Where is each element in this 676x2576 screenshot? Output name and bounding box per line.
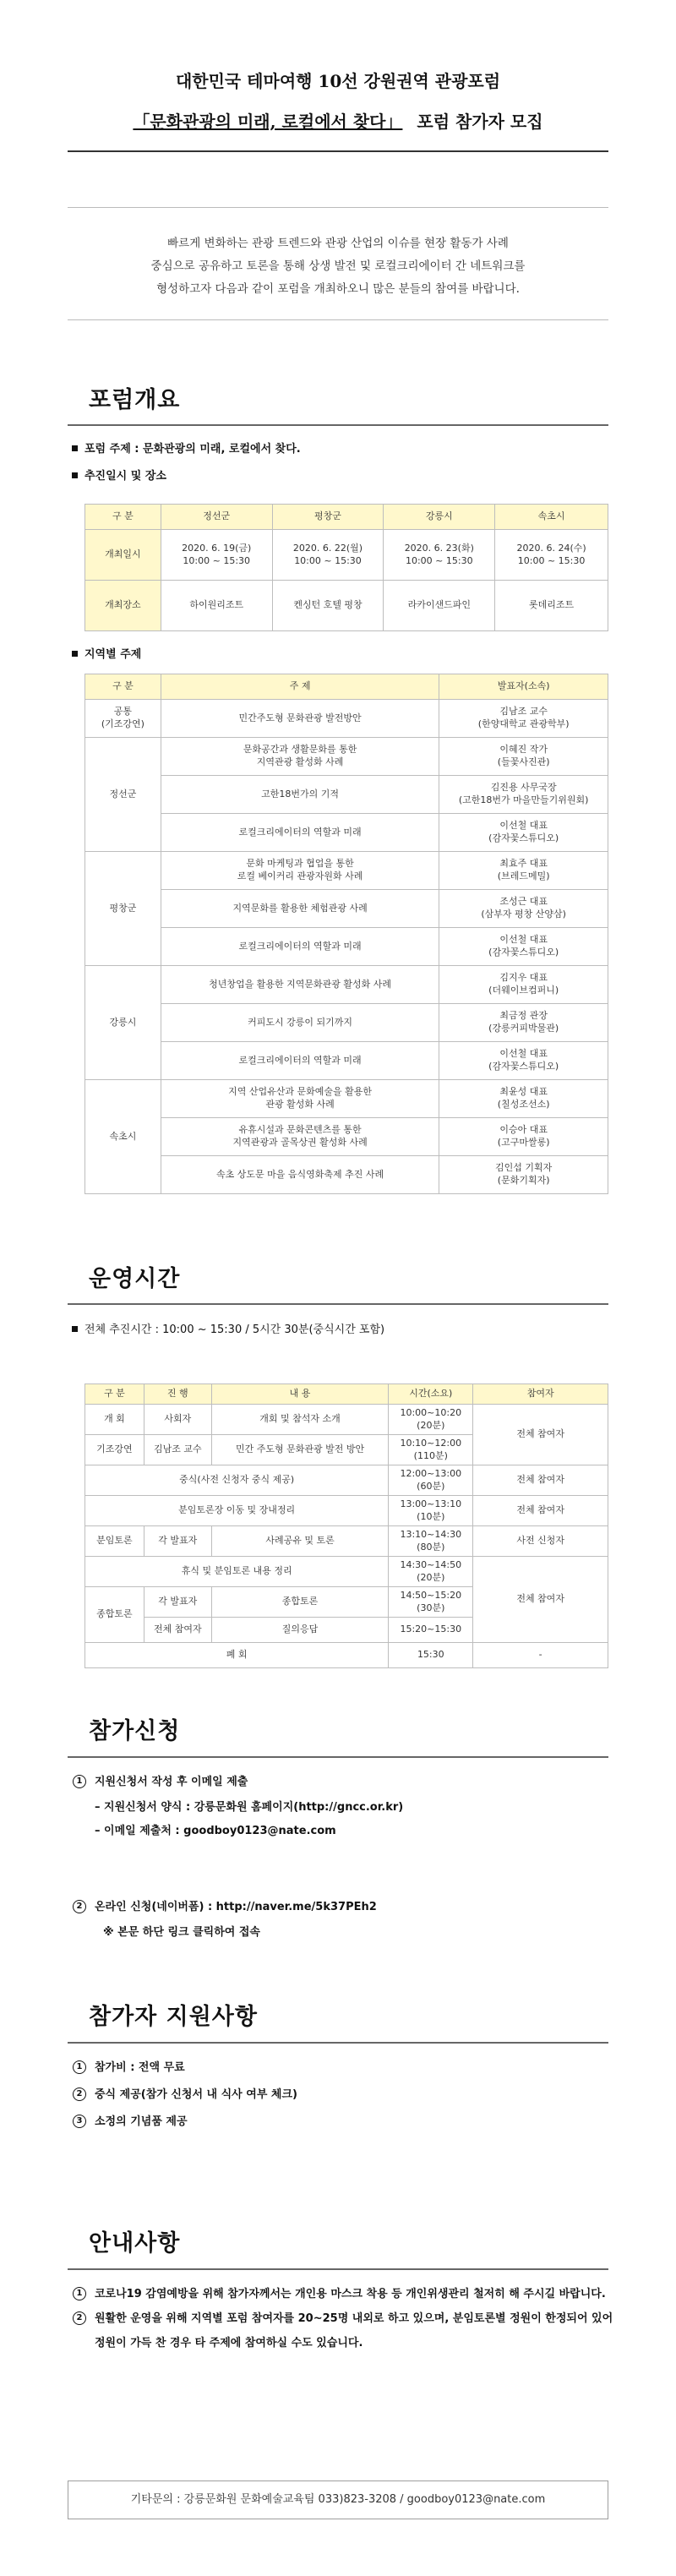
- square-bullet-icon: [72, 445, 78, 451]
- topic-cell: 속초 상도문 마을 음식영화축제 추진 사례: [161, 1156, 439, 1194]
- notice-text: 코로나19 감염예방을 위해 참가자께서는 개인용 마스크 착용 등 개인위생관리 철저히 해 주시길 바랍니다.: [95, 2288, 606, 2300]
- table-cell: 질의응답: [211, 1618, 389, 1643]
- page-title: 대한민국 테마여행 10선 강원권역 관광포럼: [175, 71, 501, 91]
- table-row: [85, 966, 608, 1004]
- section-title-notice: 안내사항: [89, 2230, 181, 2257]
- section-divider: [68, 424, 608, 426]
- topic-cell: 고한18번가의 기적: [161, 776, 439, 814]
- table-cell: -: [473, 1643, 608, 1668]
- presenter-cell: 최금정 관장 (강릉커피박물관): [439, 1004, 608, 1042]
- table-cell: 15:30: [389, 1643, 473, 1668]
- region-cell: 평창군: [85, 852, 161, 966]
- table-cell: 전체 참여자: [473, 1557, 608, 1643]
- table-cell: 13:10~14:30 (80분): [389, 1526, 473, 1557]
- section-title-support: 참가자 지원사항: [89, 2004, 258, 2030]
- topic-cell: 문화공간과 생활문화를 통한 지역관광 활성화 사례: [161, 738, 439, 776]
- table-cell: 10:10~12:00 (110분): [389, 1435, 473, 1465]
- table-cell: 하이원리조트: [161, 581, 272, 631]
- section-divider: [68, 2268, 608, 2270]
- topic-cell: 민간주도형 문화관광 발전방안: [161, 700, 439, 738]
- table-cell: 10:00~10:20 (20분): [389, 1405, 473, 1435]
- bullet-regional: [72, 647, 141, 663]
- operation-table: [84, 1384, 608, 1668]
- support-item: [73, 2060, 185, 2076]
- support-text: 소정의 기념품 제공: [95, 2115, 188, 2128]
- intro-line: 빠르게 변화하는 관광 트렌드와 관광 산업의 이슈를 현장 활동가 사례: [167, 237, 509, 250]
- table-header-cell: 참여자: [473, 1384, 608, 1405]
- table-row: [85, 700, 608, 738]
- bullet-text: 포럼 주제 : 문화관광의 미래, 로컬에서 찾다.: [84, 443, 301, 456]
- topic-cell: 커피도시 강릉이 되기까지: [161, 1004, 439, 1042]
- table-cell: 14:30~14:50 (20분): [389, 1557, 473, 1587]
- square-bullet-icon: [72, 1326, 78, 1332]
- table-header-cell: 구 분: [85, 1384, 144, 1405]
- table-cell: 라카이샌드파인: [384, 581, 495, 631]
- table-row: [85, 1557, 608, 1587]
- table-cell: 12:00~13:00 (60분): [389, 1465, 473, 1496]
- circled-number-icon: 1: [73, 2060, 86, 2074]
- table-cell: 각 발표자: [144, 1587, 211, 1618]
- region-cell: 강릉시: [85, 966, 161, 1080]
- bullet-text: 추진일시 및 장소: [84, 470, 166, 483]
- topic-cell: 문화 마케팅과 협업을 통한 로컬 베이커리 관광자원화 사례: [161, 852, 439, 890]
- topic-cell: 지역 산업유산과 문화예술을 활용한 관광 활성화 사례: [161, 1080, 439, 1118]
- circled-number-icon: 1: [73, 1775, 86, 1788]
- apply-online-link[interactable]: 온라인 신청(네이버폼) : http://naver.me/5k37PEh2: [95, 1901, 377, 1913]
- presenter-cell: 이혜진 작가 (들꽃사진관): [439, 738, 608, 776]
- table-cell: 민간 주도형 문화관광 발전 방안: [211, 1435, 389, 1465]
- table-row: [85, 1496, 608, 1526]
- table-cell: 전체 참여자: [473, 1496, 608, 1526]
- table-cell: 개회 및 참석자 소개: [211, 1405, 389, 1435]
- section-divider: [68, 1303, 608, 1305]
- table-row: [85, 928, 608, 966]
- table-header-cell: 강릉시: [384, 505, 495, 530]
- regional-topic-table: [84, 674, 608, 1194]
- bullet-theme: [72, 442, 301, 457]
- table-row: [85, 581, 608, 631]
- presenter-cell: 이선철 대표 (감자꽃스튜디오): [439, 814, 608, 852]
- presenter-cell: 이승아 대표 (고구마쌀롱): [439, 1118, 608, 1156]
- presenter-cell: 최효주 대표 (브레드메밀): [439, 852, 608, 890]
- apply-email-address[interactable]: – 이메일 제출처 : goodboy0123@nate.com: [95, 1825, 336, 1837]
- circled-number-icon: 1: [73, 2287, 86, 2300]
- section-divider: [68, 2042, 608, 2044]
- apply-item-online: [73, 1900, 377, 1915]
- table-row: [85, 738, 608, 776]
- table-header-cell: 시간(소요): [389, 1384, 473, 1405]
- table-row: [85, 1118, 608, 1156]
- table-cell: 14:50~15:20 (30분): [389, 1587, 473, 1618]
- section-title-overview: 포럼개요: [89, 387, 181, 413]
- section-title-operation: 운영시간: [89, 1266, 181, 1292]
- presenter-cell: 이선철 대표 (감자꽃스튜디오): [439, 928, 608, 966]
- apply-item-email: [73, 1775, 248, 1790]
- table-header-row: [85, 505, 608, 530]
- table-row: [85, 1004, 608, 1042]
- square-bullet-icon: [72, 472, 78, 478]
- table-header-cell: 내 용: [211, 1384, 389, 1405]
- intro-line: 형성하고자 다음과 같이 포럼을 개최하오니 많은 분들의 참여를 바랍니다.: [156, 282, 520, 296]
- table-cell: 분임토론장 이동 및 장내정리: [85, 1496, 389, 1526]
- table-row: [85, 852, 608, 890]
- table-row: [85, 1465, 608, 1496]
- table-row: [85, 1643, 608, 1668]
- support-text: 중식 제공(참가 신청서 내 식사 여부 체크): [95, 2088, 297, 2101]
- table-cell: 중식(사전 신청자 중식 제공): [85, 1465, 389, 1496]
- table-header-cell: 구 분: [85, 505, 161, 530]
- support-item: [73, 2088, 297, 2103]
- table-cell: 종합토론: [211, 1587, 389, 1618]
- presenter-cell: 조성근 대표 (삼부자 평창 산양삼): [439, 890, 608, 928]
- table-header-row: [85, 674, 608, 700]
- table-cell: 2020. 6. 24(수) 10:00 ~ 15:30: [495, 530, 608, 581]
- topic-cell: 지역문화를 활용한 체험관광 사례: [161, 890, 439, 928]
- region-cell: 속초시: [85, 1080, 161, 1194]
- square-bullet-icon: [72, 651, 78, 657]
- bullet-text: 지역별 주제: [84, 648, 142, 661]
- notice-text: 원활한 운영을 위해 지역별 포럼 참여자를 20~25명 내외로 하고 있으며, 분임토론별 정원이 한정되어 있어 정원이 가득 찬 경우 타 주제에 참여하실 수도 있습니다.: [95, 2312, 613, 2350]
- table-cell: 전체 참여자: [473, 1465, 608, 1496]
- table-cell: 휴식 및 분임토론 내용 정리: [85, 1557, 389, 1587]
- presenter-cell: 김지우 대표 (더웨이브컴퍼니): [439, 966, 608, 1004]
- table-row: [85, 1405, 608, 1435]
- table-cell: 2020. 6. 22(월) 10:00 ~ 15:30: [272, 530, 384, 581]
- presenter-cell: 김진용 사무국장 (고한18번가 마을만들기위원회): [439, 776, 608, 814]
- table-cell: 폐 회: [85, 1643, 389, 1668]
- table-cell: 15:20~15:30: [389, 1618, 473, 1643]
- table-cell: 전체 참여자: [473, 1405, 608, 1465]
- table-row: [85, 776, 608, 814]
- table-cell: 사회자: [144, 1405, 211, 1435]
- table-cell: 사전 신청자: [473, 1526, 608, 1557]
- table-cell: 분임토론: [85, 1526, 144, 1557]
- presenter-cell: 이선철 대표 (감자꽃스튜디오): [439, 1042, 608, 1080]
- table-row: [85, 1156, 608, 1194]
- circled-number-icon: 2: [73, 1900, 86, 1913]
- row-label: 개최장소: [85, 581, 161, 631]
- table-header-cell: 평창군: [272, 505, 384, 530]
- circled-number-icon: 3: [73, 2115, 86, 2128]
- subtitle-highlight: 「문화관광의 미래, 로컬에서 찾다」: [133, 112, 403, 132]
- region-cell: 공통 (기조강연): [85, 700, 161, 738]
- table-row: [85, 1042, 608, 1080]
- bullet-schedule: [72, 469, 166, 484]
- topic-cell: 청년창업을 활용한 지역문화관광 활성화 사례: [161, 966, 439, 1004]
- section-title-apply: 참가신청: [89, 1718, 181, 1744]
- row-label: 개최일시: [85, 530, 161, 581]
- contact-footer: 기타문의 : 강릉문화원 문화예술교육팀 033)823-3208 / goodboy0123@nate.com: [68, 2480, 608, 2519]
- presenter-cell: 김남조 교수 (한양대학교 관광학부): [439, 700, 608, 738]
- table-row: [85, 814, 608, 852]
- section-divider: [68, 1756, 608, 1758]
- topic-cell: 유휴시설과 문화콘텐츠를 통한 지역관광과 골목상권 활성화 사례: [161, 1118, 439, 1156]
- presenter-cell: 최윤성 대표 (칠성조선소): [439, 1080, 608, 1118]
- table-cell: 기조강연: [85, 1435, 144, 1465]
- table-cell: 롯데리조트: [495, 581, 608, 631]
- notice-item: [73, 2282, 613, 2306]
- table-cell: 2020. 6. 19(금) 10:00 ~ 15:30: [161, 530, 272, 581]
- topic-cell: 로컬크리에이터의 역할과 미래: [161, 928, 439, 966]
- topic-cell: 로컬크리에이터의 역할과 미래: [161, 1042, 439, 1080]
- apply-text: 지원신청서 작성 후 이메일 제출: [95, 1776, 248, 1788]
- topic-cell: 로컬크리에이터의 역할과 미래: [161, 814, 439, 852]
- table-cell: 사례공유 및 토론: [211, 1526, 389, 1557]
- table-row: [85, 1526, 608, 1557]
- presenter-cell: 김인섭 기획자 (문화기획자): [439, 1156, 608, 1194]
- intro-text: [68, 232, 608, 301]
- intro-divider-top: [68, 207, 608, 208]
- intro-line: 중심으로 공유하고 토론을 통해 상생 발전 및 로컬크리에이터 간 네트워크를: [150, 259, 526, 273]
- table-cell: 각 발표자: [144, 1526, 211, 1557]
- notice-item: [73, 2306, 613, 2355]
- page-subtitle: [0, 110, 676, 134]
- table-cell: 켄싱턴 호텔 평창: [272, 581, 384, 631]
- table-header-cell: 정선군: [161, 505, 272, 530]
- table-header-cell: 주 제: [161, 674, 439, 700]
- support-text: 참가비 : 전액 무료: [95, 2061, 185, 2074]
- notice-list: [73, 2282, 613, 2355]
- intro-divider-bottom: [68, 319, 608, 320]
- bullet-text: 전체 추진시간 : 10:00 ~ 15:30 / 5시간 30분(중식시간 포함): [84, 1323, 385, 1336]
- table-cell: 개 회: [85, 1405, 144, 1435]
- title-divider: [68, 150, 608, 152]
- table-header-cell: 진 행: [144, 1384, 211, 1405]
- schedule-table: [84, 504, 608, 631]
- bullet-operation-time: [72, 1323, 384, 1338]
- table-row: [85, 530, 608, 581]
- table-header-cell: 속초시: [495, 505, 608, 530]
- table-row: [85, 1080, 608, 1118]
- table-cell: 전체 참여자: [144, 1618, 211, 1643]
- subtitle-rest: 포럼 참가자 모집: [417, 112, 543, 132]
- table-cell: 2020. 6. 23(화) 10:00 ~ 15:30: [384, 530, 495, 581]
- table-row: [85, 890, 608, 928]
- table-cell: 13:00~13:10 (10분): [389, 1496, 473, 1526]
- apply-note: ※ 본문 하단 링크 클릭하여 접속: [103, 1926, 260, 1939]
- table-header-row: [85, 1384, 608, 1405]
- support-item: [73, 2115, 188, 2130]
- circled-number-icon: 2: [73, 2311, 86, 2325]
- circled-number-icon: 2: [73, 2088, 86, 2101]
- table-header-cell: 구 분: [85, 674, 161, 700]
- table-cell: 종합토론: [85, 1587, 144, 1643]
- table-cell: 김남조 교수: [144, 1435, 211, 1465]
- apply-form-link[interactable]: – 지원신청서 양식 : 강릉문화원 홈페이지(http://gncc.or.kr): [95, 1801, 404, 1814]
- table-header-cell: 발표자(소속): [439, 674, 608, 700]
- region-cell: 정선군: [85, 738, 161, 852]
